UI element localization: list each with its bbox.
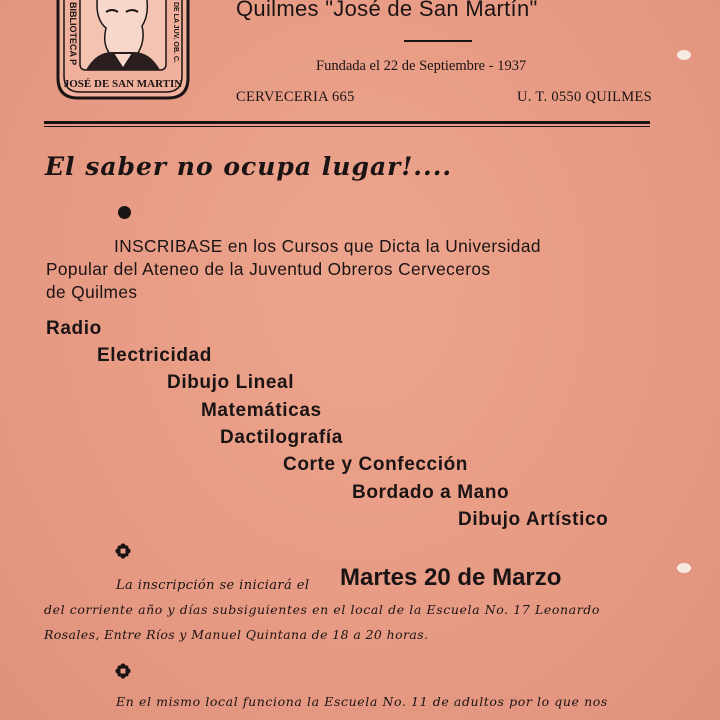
header-divider <box>404 40 472 42</box>
inscription-detail-line: del corriente año y días subsiguientes en el local de la Escuela No. 17 Leonardo <box>44 602 600 617</box>
course-item: Radio <box>46 318 102 339</box>
course-item: Dibujo Lineal <box>167 372 295 393</box>
course-item: Dibujo Artístico <box>458 509 609 530</box>
headline: El saber no ocupa lugar!.... <box>45 152 453 181</box>
intro-line: Popular del Ateneo de la Juventud Obreros Cerveceros <box>46 259 491 279</box>
flower-ornament-icon <box>115 663 131 679</box>
header-rule-thin <box>44 126 650 127</box>
intro-line: de Quilmes <box>46 282 138 302</box>
seal-left-text: BIBLIOTECA P <box>68 2 78 66</box>
inscription-detail-line: Rosales, Entre Ríos y Manuel Quintana de 18 a 20 horas. <box>44 627 429 642</box>
course-item: Bordado a Mano <box>352 482 510 503</box>
course-item: Dactilografía <box>220 427 343 448</box>
punch-hole <box>677 563 691 573</box>
header-rule-thick <box>44 121 650 124</box>
library-address: CERVECERIA 665 <box>236 89 355 105</box>
intro-paragraph <box>46 235 652 304</box>
intro-line: INSCRIBASE en los Cursos que Dicta la Universidad <box>114 236 541 256</box>
inscription-date: Martes 20 de Marzo <box>340 564 562 591</box>
library-phone: U. T. 0550 QUILMES <box>517 89 652 105</box>
seal-right-text: DE LA JUV. OB. C. <box>172 2 179 63</box>
course-item: Electricidad <box>97 345 212 366</box>
library-seal-logo <box>50 0 196 106</box>
seal-bottom-text: JOSÉ DE SAN MARTIN <box>63 78 183 90</box>
flower-ornament-icon <box>115 543 131 559</box>
punch-hole <box>677 50 691 60</box>
library-name: Quilmes "José de San Martín" <box>236 0 538 21</box>
school-note-line: En el mismo local funciona la Escuela No. 11 de adultos por lo que nos <box>116 694 608 709</box>
course-item: Matemáticas <box>201 400 322 421</box>
course-item: Corte y Confección <box>283 454 468 475</box>
inscription-lead: La inscripción se iniciará el <box>116 578 310 593</box>
bullet-dot <box>118 206 131 219</box>
founded-date: Fundada el 22 de Septiembre - 1937 <box>316 58 527 74</box>
